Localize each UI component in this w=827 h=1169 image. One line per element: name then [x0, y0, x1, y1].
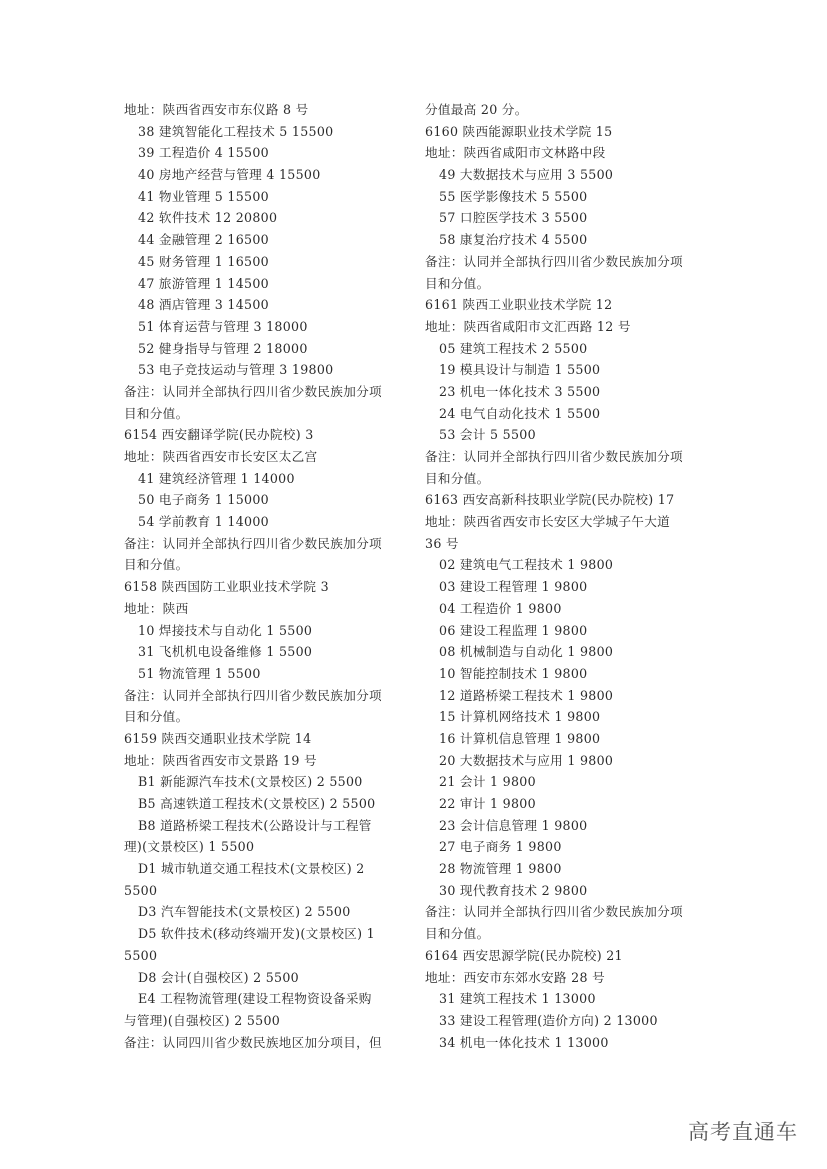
program-line: 41 物业管理 5 15500	[138, 188, 269, 204]
program-line: 10 智能控制技术 1 9800	[439, 665, 588, 681]
program-line: 51 物流管理 1 5500	[138, 665, 261, 681]
program-line: 54 学前教育 1 14000	[138, 514, 269, 530]
text-line: 6154 西安翻译学院(民办院校) 3	[124, 427, 314, 443]
program-line: 21 会计 1 9800	[439, 774, 536, 790]
program-line: 16 计算机信息管理 1 9800	[439, 730, 601, 746]
text-line: 目和分值。	[425, 926, 490, 942]
program-line: 23 会计信息管理 1 9800	[439, 817, 588, 833]
text-line: 理)(文景校区) 1 5500	[124, 839, 255, 855]
program-line: 52 健身指导与管理 2 18000	[138, 340, 308, 356]
text-line: 目和分值。	[124, 709, 189, 725]
program-line: 58 康复治疗技术 4 5500	[439, 232, 588, 248]
program-line: B8 道路桥梁工程技术(公路设计与工程管	[138, 817, 372, 833]
text-line: 备注：认同并全部执行四川省少数民族加分项	[425, 253, 683, 269]
text-line: 地址：陕西省西安市文景路 19 号	[124, 752, 317, 768]
program-line: 12 道路桥梁工程技术 1 9800	[439, 687, 614, 703]
text-line: 地址：陕西省西安市长安区太乙宫	[124, 449, 318, 464]
program-line: 05 建筑工程技术 2 5500	[439, 340, 588, 356]
right-column	[425, 99, 710, 1053]
program-line: 34 机电一体化技术 1 13000	[439, 1034, 609, 1050]
text-line: 6159 陕西交通职业技术学院 14	[124, 730, 312, 746]
text-line: 6164 西安思源学院(民办院校) 21	[425, 947, 623, 963]
program-line: 41 建筑经济管理 1 14000	[138, 470, 295, 486]
program-line: 51 体育运营与管理 3 18000	[138, 318, 308, 334]
text-line: 备注：认同并全部执行四川省少数民族加分项	[124, 383, 382, 399]
text-line: 地址：陕西省西安市长安区大学城子午大道	[425, 514, 670, 530]
program-line: D3 汽车智能技术(文景校区) 2 5500	[138, 904, 351, 920]
text-line: 备注：认同四川省少数民族地区加分项目，但	[124, 1034, 382, 1050]
watermark: 高考直通车	[688, 1120, 798, 1144]
program-line: 27 电子商务 1 9800	[439, 839, 562, 855]
program-line: 48 酒店管理 3 14500	[138, 297, 269, 313]
text-line: 6161 陕西工业职业技术学院 12	[425, 297, 613, 313]
text-line: 地址：陕西省西安市东仪路 8 号	[124, 102, 309, 117]
program-line: D5 软件技术(移动终端开发)(文景校区) 1	[138, 926, 375, 942]
program-line: 10 焊接技术与自动化 1 5500	[138, 622, 313, 638]
text-line: 目和分值。	[425, 470, 490, 486]
left-column	[124, 99, 409, 1053]
program-line: 03 建设工程管理 1 9800	[439, 579, 588, 595]
program-line: 04 工程造价 1 9800	[439, 600, 562, 616]
program-line: B5 高速铁道工程技术(文景校区) 2 5500	[138, 796, 376, 811]
program-line: 50 电子商务 1 15000	[138, 492, 269, 508]
text-line: 地址：陕西	[124, 600, 189, 616]
program-line: 24 电气自动化技术 1 5500	[439, 405, 601, 421]
program-line: 33 建设工程管理(造价方向) 2 13000	[439, 1012, 658, 1028]
text-line: 目和分值。	[124, 557, 189, 573]
program-line: D1 城市轨道交通工程技术(文景校区) 2	[138, 861, 365, 877]
program-line: 02 建筑电气工程技术 1 9800	[439, 557, 614, 573]
program-line: 53 电子竞技运动与管理 3 19800	[138, 362, 334, 378]
program-line: 39 工程造价 4 15500	[138, 145, 269, 161]
program-line: 28 物流管理 1 9800	[439, 861, 562, 877]
program-line: 47 旅游管理 1 14500	[138, 275, 269, 291]
text-line: 地址：陕西省咸阳市文林路中段	[425, 145, 606, 161]
program-line: 20 大数据技术与应用 1 9800	[439, 752, 614, 768]
program-line: 31 建筑工程技术 1 13000	[439, 991, 596, 1007]
text-line: 6163 西安高新科技职业学院(民办院校) 17	[425, 492, 675, 508]
program-line: 23 机电一体化技术 3 5500	[439, 383, 601, 399]
program-line: 49 大数据技术与应用 3 5500	[439, 167, 614, 183]
program-line: 57 口腔医学技术 3 5500	[439, 210, 588, 226]
program-line: 40 房地产经营与管理 4 15500	[138, 167, 321, 183]
text-line: 地址：陕西省咸阳市文汇西路 12 号	[425, 318, 631, 334]
text-line: 目和分值。	[124, 405, 189, 421]
program-line: 06 建设工程监理 1 9800	[439, 622, 588, 638]
program-line: 22 审计 1 9800	[439, 796, 536, 811]
program-line: 55 医学影像技术 5 5500	[439, 188, 588, 204]
text-line: 5500	[124, 882, 158, 898]
program-line: E4 工程物流管理(建设工程物资设备采购	[138, 991, 372, 1007]
text-line: 与管理)(自强校区) 2 5500	[124, 1012, 281, 1028]
program-line: 38 建筑智能化工程技术 5 15500	[138, 123, 334, 139]
program-line: 42 软件技术 12 20800	[138, 210, 278, 226]
program-line: 30 现代教育技术 2 9800	[439, 882, 588, 898]
text-line: 6158 陕西国防工业职业技术学院 3	[124, 579, 329, 595]
program-line: B1 新能源汽车技术(文景校区) 2 5500	[138, 774, 363, 790]
program-line: 31 飞机机电设备维修 1 5500	[138, 644, 313, 660]
program-line: 08 机械制造与自动化 1 9800	[439, 644, 614, 660]
text-line: 备注：认同并全部执行四川省少数民族加分项	[425, 904, 683, 920]
program-line: D8 会计(自强校区) 2 5500	[138, 969, 299, 985]
text-line: 分值最高 20 分。	[425, 102, 528, 117]
text-line: 地址：西安市东郊水安路 28 号	[425, 969, 605, 985]
program-line: 53 会计 5 5500	[439, 427, 536, 443]
text-line: 5500	[124, 947, 158, 963]
text-line: 备注：认同并全部执行四川省少数民族加分项	[124, 535, 382, 551]
program-line: 15 计算机网络技术 1 9800	[439, 709, 601, 725]
text-line: 备注：认同并全部执行四川省少数民族加分项	[124, 687, 382, 703]
program-line: 19 模具设计与制造 1 5500	[439, 362, 601, 378]
text-line: 目和分值。	[425, 275, 490, 291]
text-line: 6160 陕西能源职业技术学院 15	[425, 123, 613, 139]
program-line: 45 财务管理 1 16500	[138, 253, 269, 269]
program-line: 44 金融管理 2 16500	[138, 232, 269, 248]
text-line: 36 号	[425, 535, 459, 551]
text-line: 备注：认同并全部执行四川省少数民族加分项	[425, 449, 683, 464]
